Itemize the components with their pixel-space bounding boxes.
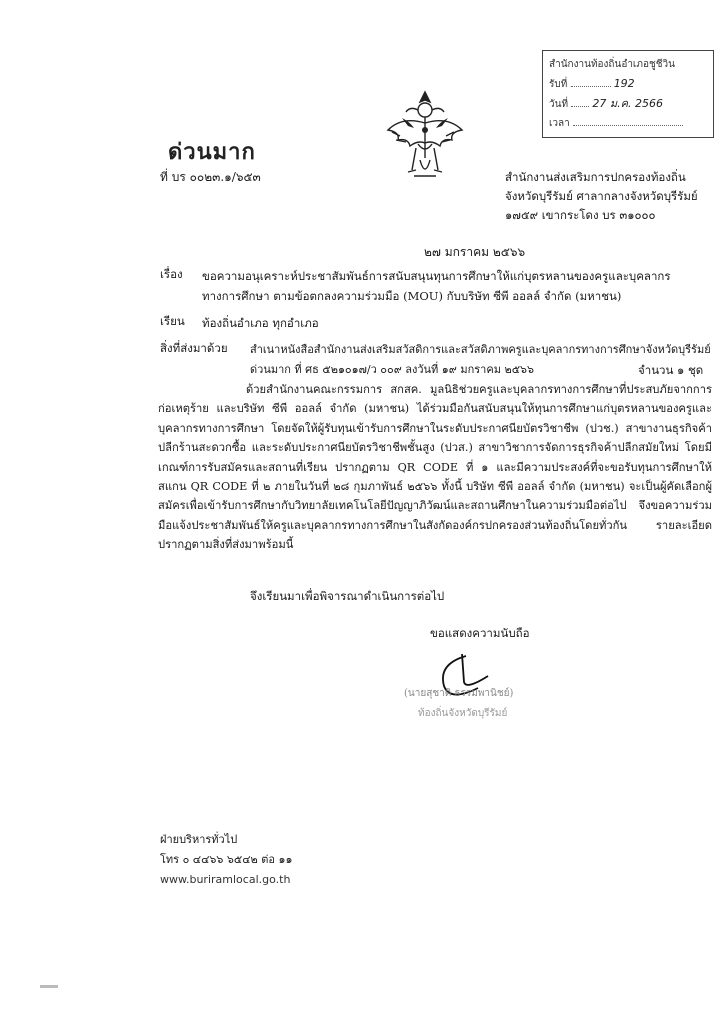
recipient-value: ท้องถิ่นอำเภอ ทุกอำเภอ [202, 316, 319, 330]
stamp-date-value: 27 ม.ค. 2566 [592, 97, 664, 110]
subject-text [202, 266, 714, 306]
footer-contact [160, 830, 292, 890]
office-line: ๑๗๕๙ เขากระโดง บร ๓๑๐๐๐ [505, 208, 656, 222]
enclosure-label: สิ่งที่ส่งมาด้วย [160, 341, 228, 355]
office-address [505, 168, 720, 225]
enclosure-count: จำนวน ๑ ชุด [638, 363, 704, 377]
stamp-org: สำนักงานท้องถิ่นอำเภอชูชีวิน [549, 59, 675, 70]
document-number: ที่ บร ๐๐๒๓.๑/๖๕๓ [160, 170, 261, 184]
stamp-date-label: วันที่ [549, 99, 569, 110]
received-stamp [542, 50, 714, 138]
signer-title: ท้องถิ่นจังหวัดบุรีรัมย์ [418, 708, 508, 719]
stamp-received-no: 192 [613, 77, 635, 90]
urgency-mark: ด่วนมาก [168, 139, 256, 165]
office-line: จังหวัดบุรีรัมย์ ศาลากลางจังหวัดบุรีรัมย์ [505, 189, 698, 203]
recipient-label: เรียน [160, 314, 185, 328]
office-line: สำนักงานส่งเสริมการปกครองท้องถิ่น [505, 170, 686, 184]
stamp-time-label: เวลา [549, 118, 570, 129]
stamp-received-label: รับที่ [549, 79, 568, 90]
document-date: ๒๗ มกราคม ๒๕๖๖ [424, 245, 526, 259]
subject-line: ขอความอนุเคราะห์ประชาสัมพันธ์การสนับสนุนทุนการศึกษาให้แก่บุตรหลานของครูและบุคลากร [202, 269, 671, 283]
body-paragraph: ด้วยสำนักงานคณะกรรมการ สกสค. มูลนิธิช่วยครูและบุคลากรทางการศึกษาที่ประสบภัยจากการก่อเหตุร้าย และบริษัท ซีพี ออลล์ จำกัด (มหาชน) ได้ร่วมมือกันสนับสนุนให้ทุนการศึกษาแก่บุตรหลานของครูและบุคลากรทางการศึกษา โดยจัดให้ผู้รับทุนเข้ารับการศึกษาในระดับประกาศนียบัตรวิชาชีพ (ปวช.) สาขางานธุรกิจค้าปลีกร้านสะดวกซื้อ และระดับประกาศนียบัตรวิชาชีพชั้นสูง (ปวส.) สาขาวิชาการจัดการธุรกิจค้าปลีกสมัยใหม่ โดยมีเกณฑ์การรับสมัครและสถานที่เรียน ปรากฏตาม QR CODE ที่ ๑ และมีความประสงค์ที่จะขอรับทุนการศึกษาให้ สแกน QR CODE ที่ ๒ ภายในวันที่ ๒๘ กุมภาพันธ์ ๒๕๖๖ ทั้งนี้ บริษัท ซีพี ออลล์ จำกัด (มหาชน) จะเป็นผู้คัดเลือกผู้สมัครเพื่อเข้ารับการศึกษากับวิทยาลัยเทคโนโลยีปัญญาภิวัฒน์และสถานศึกษาในความร่วมมือต่อไป จึงขอความร่วมมือแจ้งประชาสัมพันธ์ให้ครูและบุคลากรทางการศึกษาในสังกัดองค์กรปกครองส่วนท้องถิ่นโดยทั่วกัน รายละเอียดปรากฏตามสิ่งที่ส่งมาพร้อมนี้ [158, 383, 712, 552]
enclosure-line: สำเนาหนังสือสำนักงานส่งเสริมสวัสดิการและสวัสดิภาพครูและบุคลากรทางการศึกษาจังหวัดบุรีรัมย์ [250, 343, 711, 356]
signer-name: (นายสุชาติ ธรรมพานิชย์) [404, 688, 514, 699]
footer-phone: โทร ๐ ๔๔๖๖ ๖๕๔๒ ต่อ ๑๑ [160, 853, 293, 866]
footer-website: www.buriramlocal.go.th [160, 873, 291, 886]
subject-label: เรื่อง [160, 267, 183, 281]
closing-line: จึงเรียนมาเพื่อพิจารณาดำเนินการต่อไป [250, 589, 445, 603]
subject-line: ทางการศึกษา ตามข้อตกลงความร่วมมือ (MOU) กับบริษัท ซีพี ออลล์ จำกัด (มหาชน) [202, 289, 622, 303]
scan-artifact [40, 985, 58, 988]
enclosure-line: ด่วนมาก ที่ ศธ ๕๒๑๐๑๗/ว ๐๐๙ ลงวันที่ ๑๙ มกราคม ๒๕๖๖ [250, 363, 534, 376]
regards-line: ขอแสดงความนับถือ [430, 626, 530, 640]
footer-department: ฝ่ายบริหารทั่วไป [160, 833, 238, 846]
garuda-emblem-icon [380, 88, 470, 183]
